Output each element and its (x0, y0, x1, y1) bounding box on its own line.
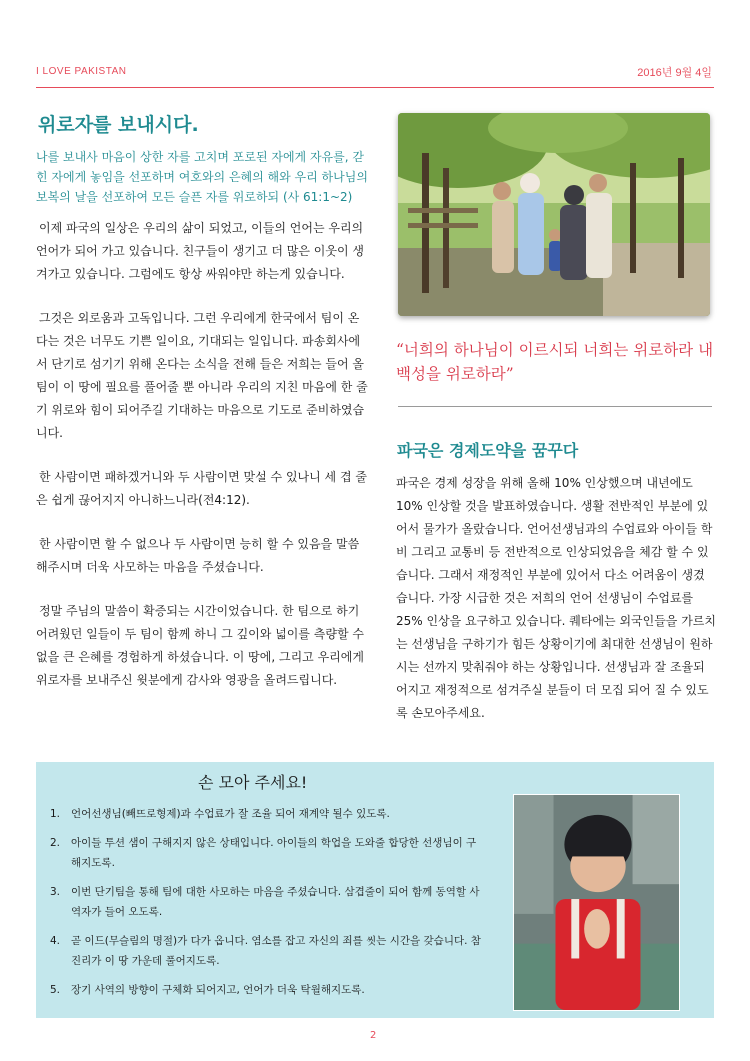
issue-date: 2016년 9월 4일 (637, 67, 712, 79)
prayer-item-number: 5. (50, 984, 61, 996)
praying-child-illustration (514, 795, 679, 1010)
pull-quote: “너희의 하나님이 이르시되 너희는 위로하라 내 백성을 위로하라” (396, 341, 714, 383)
prayer-item-text: 곧 이드(무슬림의 명절)가 다가 옵니다. 염소를 잡고 자신의 죄를 씻는 시간을 갖습니다. 참 진리가 이 땅 가운데 풀어지도록. (71, 935, 481, 967)
page-number: 2 (370, 1030, 377, 1041)
prayer-item (44, 804, 484, 824)
family-photo-illustration (398, 113, 710, 316)
prayer-item-number: 4. (50, 935, 61, 947)
header-divider (36, 87, 714, 88)
article-comforter (36, 110, 368, 713)
prayer-item (44, 833, 484, 873)
scripture-verse: 나를 보내사 마음이 상한 자를 고치며 포로된 자에게 자유를, 갇힌 자에게 놓임을 선포하며 여호와의 은혜의 해와 우리 하나님의 보복의 날을 선포하여 모든 슬픈 자를 위로하되 (사 61:1~2) (36, 150, 368, 204)
prayer-item-number: 1. (50, 808, 61, 820)
prayer-title: 손 모아 주세요! (198, 773, 308, 792)
prayer-item (44, 931, 484, 971)
article-paragraph: 이제 파국의 일상은 우리의 삶이 되었고, 이들의 언어는 우리의 언어가 되어 가고 있습니다. 친구들이 생기고 더 많은 이웃이 생겨가고 있습니다. 그럼에도 항상 싸워야만 하는게 있습니다. (36, 221, 364, 281)
praying-child-photo (513, 794, 680, 1011)
prayer-item (44, 882, 484, 922)
prayer-item-text: 아이들 투션 샘이 구해지지 않은 상태입니다. 아이들의 학업을 도와줄 합당한 선생님이 구해지도록. (71, 837, 477, 869)
economy-article-title: 파국은 경제도약을 꿈꾸다 (397, 441, 579, 460)
article-title: 위로자를 보내시다. (38, 114, 199, 136)
prayer-item-number: 2. (50, 837, 61, 849)
prayer-item-text: 장기 사역의 방향이 구체화 되어지고, 언어가 더욱 탁월해지도록. (71, 984, 365, 996)
article-paragraph: 그것은 외로움과 고독입니다. 그런 우리에게 한국에서 팀이 온다는 것은 너무도 기쁜 일이요, 기대되는 일입니다. 파송회사에서 단기로 섬기기 위해 온다는 소식을 전해 들은 저희는 들어 올 팀이 이 땅에 필요를 풀어줄 뿐 아니라 우리의 지친 마음에 한 줄기 위로와 힘이 되어주길 기대하는 마음으로 기도로 준비하였습니다. (36, 311, 368, 440)
quote-divider (398, 406, 712, 407)
prayer-item-number: 3. (50, 886, 61, 898)
family-photo (398, 113, 710, 316)
article-paragraph: 정말 주님의 말씀이 확증되는 시간이었습니다. 한 팀으로 하기 어려웠던 일들이 두 팀이 함께 하니 그 깊이와 넓이를 측량할 수 없을 큰 은혜를 경험하게 하셨습니다. 이 땅에, 그리고 우리에게 위로자를 보내주신 윗분에게 감사와 영광을 올려드립니다. (36, 604, 364, 687)
article-paragraph: 한 사람이면 할 수 없으나 두 사람이면 능히 할 수 있음을 말씀해주시며 더욱 사모하는 마음을 주셨습니다. (36, 537, 360, 574)
prayer-item-text: 이번 단기팀을 통해 팀에 대한 사모하는 마음을 주셨습니다. 삼겹줄이 되어 함께 동역할 사역자가 들어 오도록. (71, 886, 480, 918)
prayer-item-text: 언어선생님(빼뜨로형제)과 수업료가 잘 조율 되어 재계약 될수 있도록. (71, 808, 390, 820)
newsletter-name: I LOVE PAKISTAN (36, 66, 127, 77)
prayer-item (44, 980, 484, 1000)
economy-article-body: 파국은 경제 성장을 위해 올해 10% 인상했으며 내년에도 10% 인상할 것을 발표하였습니다. 생활 전반적인 부분에 있어서 물가가 올랐습니다. 언어선생님과의 수업료와 아이들 학비 그리고 교통비 등 전반적으로 인상되었음을 체감 할 수 있습니다. 그래서 재정적인 부분에 있어서 다소 어려움이 생겼습니다. 가장 시급한 것은 저희의 언어 선생님이 수업료를 25% 인상을 요구하고 있습니다. 퀘타에는 외국인들을 가르치는 선생님을 구하기가 힘든 상황이기에 최대한 선생님이 원하시는 선까지 맞춰줘야 하는 상황입니다. 선생님과 잘 조율되어지고 재정적으로 섬겨주실 분들이 더 모집 되어 질 수 있도록 손모아주세요. (396, 476, 716, 720)
prayer-list (44, 804, 484, 1009)
article-paragraph: 한 사람이면 패하겠거니와 두 사람이면 맞설 수 있나니 세 겹 줄은 쉽게 끊어지지 아니하느니라(전4:12). (36, 470, 367, 507)
